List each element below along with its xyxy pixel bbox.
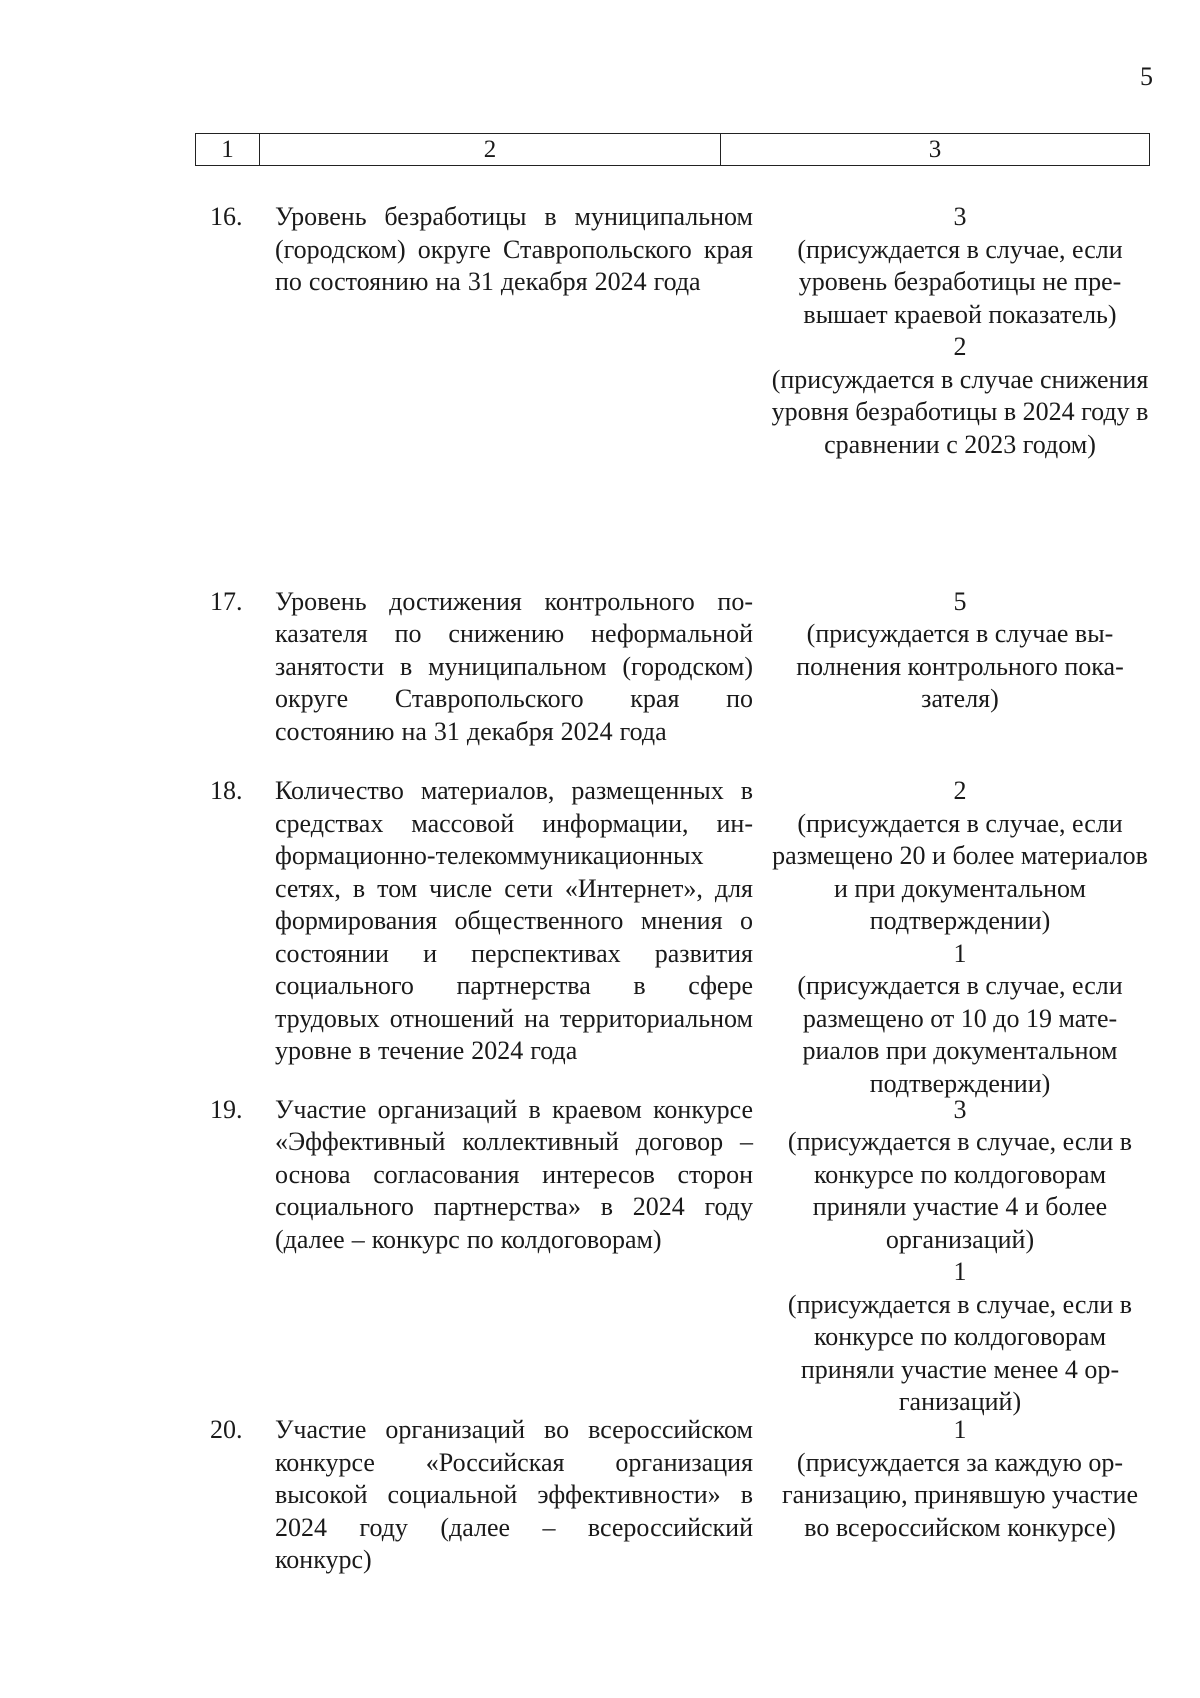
column-header-1: 1 xyxy=(196,134,260,166)
score-block xyxy=(770,775,1150,938)
score-block xyxy=(770,201,1150,331)
score-column xyxy=(770,1094,1150,1419)
column-header-2: 2 xyxy=(260,134,721,166)
score-block xyxy=(770,586,1150,716)
score-points: 1 xyxy=(953,1415,967,1444)
score-column xyxy=(770,201,1150,461)
score-condition: (присуждается в случае, если уровень безработицы не превышает краевой показатель) xyxy=(797,234,1123,329)
row-number: 18. xyxy=(210,776,243,805)
criteria-row-17 xyxy=(0,586,1200,749)
score-points: 1 xyxy=(953,1257,967,1286)
score-block xyxy=(770,1414,1150,1544)
criteria-list xyxy=(0,201,1200,1603)
column-header-table xyxy=(195,133,1150,166)
criterion-text: Количество материалов, размещенных в средствах массовой информации, информационно-телекоммуникационных сетях, в том числе сети «Интернет», для формирования общественного мнения о состоянии и перспективах развития социального партнерства в сфере трудовых отношений на территориальном уровне в течение 2024 года xyxy=(275,776,753,1065)
score-column xyxy=(770,775,1150,1100)
score-condition: (присуждается в случае выполнения контрольного показателя) xyxy=(796,619,1124,713)
score-column xyxy=(770,586,1150,716)
row-number: 19. xyxy=(210,1094,243,1124)
score-block xyxy=(770,1094,1150,1257)
page-number: 5 xyxy=(1140,62,1153,91)
score-condition: (присуждается в случае, если в конкурсе по колдоговорам приняли участие 4 и более организаций) xyxy=(787,1127,1133,1254)
criterion-text: Участие организаций во всероссийском конкурсе «Российская организация высокой социальной эффективности» в 2024 году (далее – всероссийский конкурс) xyxy=(275,1415,753,1574)
score-condition: (присуждается в случае, если размещено 20 и более материалов и при документальном подтверждении) xyxy=(772,808,1148,935)
criterion-text: Участие организаций в краевом конкурсе «Эффективный коллективный договор – основа согласования интересов сторон социального партнерства» в 2024 году (далее – конкурс по колдоговорам) xyxy=(275,1094,753,1254)
criteria-row-20 xyxy=(0,1414,1200,1577)
criteria-row-19 xyxy=(0,1094,1200,1416)
score-points: 1 xyxy=(953,938,967,968)
score-points: 5 xyxy=(953,586,967,616)
score-condition: (присуждается в случае снижения уровня безработицы в 2024 году в сравнении с 2023 годом) xyxy=(771,364,1149,459)
column-header-3: 3 xyxy=(721,134,1150,166)
row-number: 17. xyxy=(210,586,243,616)
criteria-row-16 xyxy=(0,201,1200,559)
score-points: 2 xyxy=(953,332,967,361)
score-condition: (присуждается за каждую организацию, принявшую участие во всероссийском конкурсе) xyxy=(782,1447,1138,1542)
criterion-text: Уровень достижения контрольного показателя по снижению неформальной занятости в муниципальном (городском) округе Ставропольского края по состоянию на 31 декабря 2024 года xyxy=(275,586,753,746)
row-number: 20. xyxy=(210,1415,243,1444)
score-block xyxy=(770,1256,1150,1419)
row-number: 16. xyxy=(210,202,243,231)
score-block xyxy=(770,938,1150,1101)
score-points: 3 xyxy=(953,1094,967,1124)
score-condition: (присуждается в случае, если в конкурсе по колдоговорам приняли участие менее 4 организаций) xyxy=(787,1289,1133,1416)
score-points: 2 xyxy=(953,776,967,805)
criterion-text: Уровень безработицы в муниципальном (городском) округе Ставропольского края по состоянию на 31 декабря 2024 года xyxy=(275,202,753,296)
score-points: 3 xyxy=(953,202,967,231)
score-block xyxy=(770,331,1150,461)
score-column xyxy=(770,1414,1150,1544)
score-condition: (присуждается в случае, если размещено от 10 до 19 материалов при документальном подтверждении) xyxy=(797,971,1123,1098)
criteria-row-18 xyxy=(0,775,1200,1098)
